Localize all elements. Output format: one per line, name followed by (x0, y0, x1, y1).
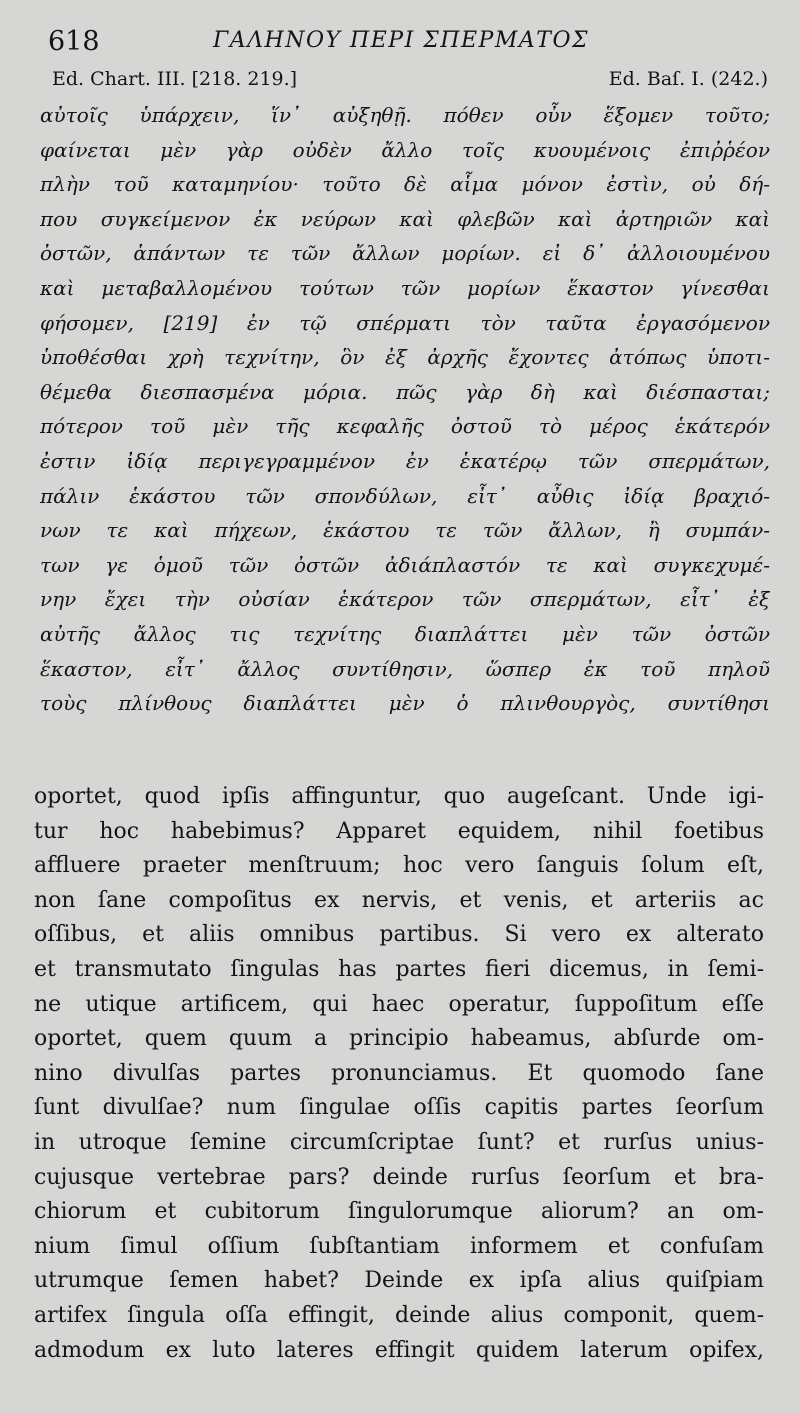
greek-text-line: ἐστιν ἰδίᾳ περιγεγραμμένον ἐν ἑκατέρῳ τῶν σπερμάτων, (40, 448, 770, 473)
edition-reference-left: Ed. Chart. III. [218. 219.] (52, 68, 298, 90)
latin-text-line: oſſibus, et aliis omnibus partibus. Si vero ex alterato (34, 922, 764, 948)
latin-text-line: nium ſimul oſſium ſubſtantiam informem et confuſam (34, 1233, 764, 1259)
latin-text-line: non ſane compoſitus ex nervis, et venis, et arteriis ac (34, 887, 764, 913)
latin-text-line: ne utique artificem, qui haec operatur, ſuppoſitum eſſe (34, 991, 764, 1017)
page-number: 618 (48, 26, 100, 57)
latin-text-line: in utroque ſemine circumſcriptae ſunt? et rurſus unius- (34, 1129, 764, 1155)
greek-text-line: τοὺς πλίνθους διαπλάττει μὲν ὁ πλινθουργὸς, συντίθησι (40, 691, 770, 716)
latin-text-block (34, 780, 764, 1368)
greek-text-line: φήσομεν, [219] ἐν τῷ σπέρματι τὸν ταῦτα ἐργασόμενον (40, 310, 770, 335)
greek-text-line: νων τε καὶ πήχεων, ἑκάστου τε τῶν ἄλλων, ἢ συμπάν- (40, 518, 770, 543)
greek-text-line: καὶ μεταβαλλομένου τούτων τῶν μορίων ἕκαστον γίνεσθαι (40, 275, 770, 300)
greek-text-line: ὑποθέσθαι χρὴ τεχνίτην, ὃν ἐξ ἀρχῆς ἔχοντες ἀτόπως ὑποτι- (40, 345, 770, 370)
latin-text-line: utrumque ſemen habet? Deinde ex ipſa alius quiſpiam (34, 1268, 764, 1294)
greek-text-line: πλὴν τοῦ καταμηνίου· τοῦτο δὲ αἷμα μόνον ἐστὶν, οὐ δή- (40, 172, 770, 197)
greek-text-line: θέμεθα διεσπασμένα μόρια. πῶς γὰρ δὴ καὶ διέσπασται; (40, 379, 770, 404)
latin-text-line: cujusque vertebrae pars? deinde rurſus ſeorſum et bra- (34, 1164, 764, 1190)
edition-reference-right: Ed. Baſ. I. (242.) (608, 68, 768, 90)
greek-text-line: που συγκείμενον ἐκ νεύρων καὶ φλεβῶν καὶ ἀρτηριῶν καὶ (40, 206, 770, 231)
latin-text-line: ſunt divulſae? num ſingulae oſſis capitis partes ſeorſum (34, 1095, 764, 1121)
latin-text-line: nino divulſas partes pronunciamus. Et quomodo ſane (34, 1060, 764, 1086)
greek-text-line: αὐτοῖς ὑπάρχειν, ἵν᾽ αὐξηθῇ. πόθεν οὖν ἕξομεν τοῦτο; (40, 103, 770, 127)
latin-text-line: oportet, quem quum a principio habeamus, abſurde om- (34, 1026, 764, 1052)
latin-text-line: chiorum et cubitorum ſingulorumque aliorum? an om- (34, 1199, 764, 1225)
latin-text-line: affluere praeter menſtruum; hoc vero ſanguis ſolum eſt, (34, 853, 764, 879)
running-title: ΓΑΛΗΝΟΥ ΠΕΡΙ ΣΠΕΡΜΑΤΟΣ (213, 28, 590, 53)
greek-text-line: αὐτῆς ἄλλος τις τεχνίτης διαπλάττει μὲν τῶν ὀστῶν (40, 621, 770, 646)
greek-text-line: των γε ὁμοῦ τῶν ὀστῶν ἀδιάπλαστόν τε καὶ συγκεχυμέ- (40, 552, 770, 577)
greek-text-block (40, 98, 770, 721)
page-header (48, 22, 770, 62)
greek-text-line: φαίνεται μὲν γὰρ οὐδὲν ἄλλο τοῖς κυουμένοις ἐπιῤῥέον (40, 137, 770, 162)
greek-text-line: πότερον τοῦ μὲν τῆς κεφαλῆς ὀστοῦ τὸ μέρος ἑκάτερόν (40, 414, 770, 439)
latin-text-line: admodum ex luto lateres effingit quidem laterum opifex, (34, 1337, 764, 1363)
latin-text-line: artifex ſingula oſſa effingit, deinde alius componit, quem- (34, 1302, 764, 1328)
latin-text-line: et transmutato ſingulas has partes fieri dicemus, in ſemi- (34, 956, 764, 982)
latin-text-line: tur hoc habebimus? Apparet equidem, nihil foetibus (34, 818, 764, 844)
latin-text-line: oportet, quod ipſis affinguntur, quo augeſcant. Unde igi- (34, 784, 764, 809)
greek-text-line: νην ἔχει τὴν οὐσίαν ἑκάτερον τῶν σπερμάτων, εἶτ᾽ ἐξ (40, 587, 770, 612)
greek-text-line: ὀστῶν, ἁπάντων τε τῶν ἄλλων μορίων. εἰ δ᾽ ἀλλοιουμένου (40, 241, 770, 266)
greek-text-line: ἕκαστον, εἶτ᾽ ἄλλος συντίθησιν, ὥσπερ ἐκ τοῦ πηλοῦ (40, 656, 770, 681)
greek-text-line: πάλιν ἑκάστου τῶν σπονδύλων, εἶτ᾽ αὖθις ἰδίᾳ βραχιό- (40, 483, 770, 508)
edition-reference-line (52, 68, 768, 98)
